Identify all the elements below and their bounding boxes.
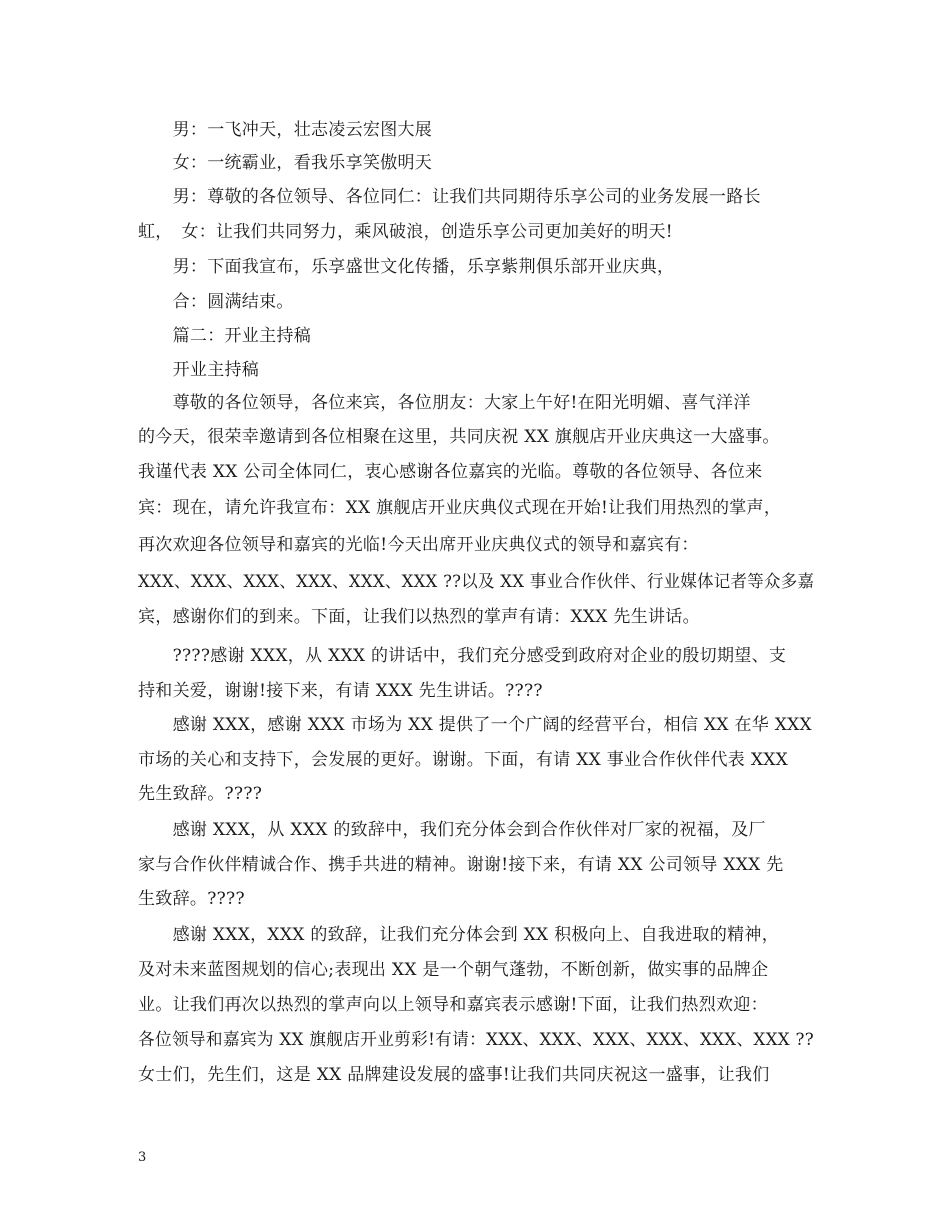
text-line: 的今天，很荣幸邀请到各位相聚在这里，共同庆祝 XX 旗舰店开业庆典这一大盛事。	[138, 427, 780, 447]
text-line: 男：尊敬的各位领导、各位同仁：让我们共同期待乐享公司的业务发展一路长	[138, 187, 761, 207]
text-line: 各位领导和嘉宾为 XX 旗舰店开业剪彩!有请：XXX、XXX、XXX、XXX、XXX、XXX ??	[138, 1030, 815, 1050]
text-line: XXX、XXX、XXX、XXX、XXX、XXX ??以及 XX 事业合作伙伴、行业媒体记者等众多嘉	[138, 572, 815, 592]
text-line: 女：一统霸业，看我乐享笑傲明天	[138, 153, 433, 173]
text-line: 宾，感谢你们的到来。下面，让我们以热烈的掌声有请：XXX 先生讲话。	[138, 607, 700, 627]
text-line: 感谢 XXX，XXX 的致辞，让我们充分体会到 XX 积极向上、自我进取的精神，	[138, 925, 780, 945]
text-line: 生致辞。????	[138, 889, 245, 909]
text-line: 先生致辞。????	[138, 784, 263, 804]
text-line: 持和关爱，谢谢!接下来，有请 XXX 先生讲话。????	[138, 681, 543, 701]
page-number: 3	[138, 1150, 147, 1165]
text-line: ????感谢 XXX，从 XXX 的讲话中，我们充分感受到政府对企业的殷切期望、支	[138, 646, 787, 666]
text-line: 男：一飞冲天，壮志凌云宏图大展	[138, 120, 433, 140]
text-line: 家与合作伙伴精诚合作、携手共进的精神。谢谢!接下来，有请 XX 公司领导 XXX 先	[138, 855, 784, 875]
text-line: 虹， 女：让我们共同努力，乘风破浪，创造乐享公司更加美好的明天!	[138, 222, 673, 242]
text-line: 市场的关心和支持下，会发展的更好。谢谢。下面，有请 XX 事业合作伙伴代表 XXX	[138, 750, 789, 770]
text-line: 尊敬的各位领导，各位来宾，各位朋友：大家上午好!在阳光明媚、喜气洋洋	[138, 393, 751, 413]
text-line: 我谨代表 XX 公司全体同仁，衷心感谢各位嘉宾的光临。尊敬的各位领导、各位来	[138, 462, 763, 482]
text-line: 及对未来蓝图规划的信心;表现出 XX 是一个朝气蓬勃，不断创新，做实事的品牌企	[138, 960, 769, 980]
subheading: 开业主持稿	[138, 360, 260, 380]
text-line: 男：下面我宣布，乐享盛世文化传播，乐享紫荆俱乐部开业庆典，	[138, 257, 675, 277]
text-line: 宾：现在，请允许我宣布：XX 旗舰店开业庆典仪式现在开始!让我们用热烈的掌声，	[138, 498, 782, 518]
text-line: 再次欢迎各位领导和嘉宾的光临!今天出席开业庆典仪式的领导和嘉宾有：	[138, 535, 699, 555]
text-line: 业。让我们再次以热烈的掌声向以上领导和嘉宾表示感谢!下面，让我们热烈欢迎：	[138, 995, 768, 1015]
text-line: 感谢 XXX，从 XXX 的致辞中，我们充分体会到合作伙伴对厂家的祝福，及厂	[138, 820, 766, 840]
text-line: 感谢 XXX，感谢 XXX 市场为 XX 提供了一个广阔的经营平台，相信 XX 在华 XXX	[138, 715, 812, 735]
section-heading: 篇二：开业主持稿	[138, 326, 311, 346]
text-line: 女士们，先生们，这是 XX 品牌建设发展的盛事!让我们共同庆祝这一盛事，让我们	[138, 1065, 770, 1085]
text-line: 合：圆满结束。	[138, 292, 294, 312]
